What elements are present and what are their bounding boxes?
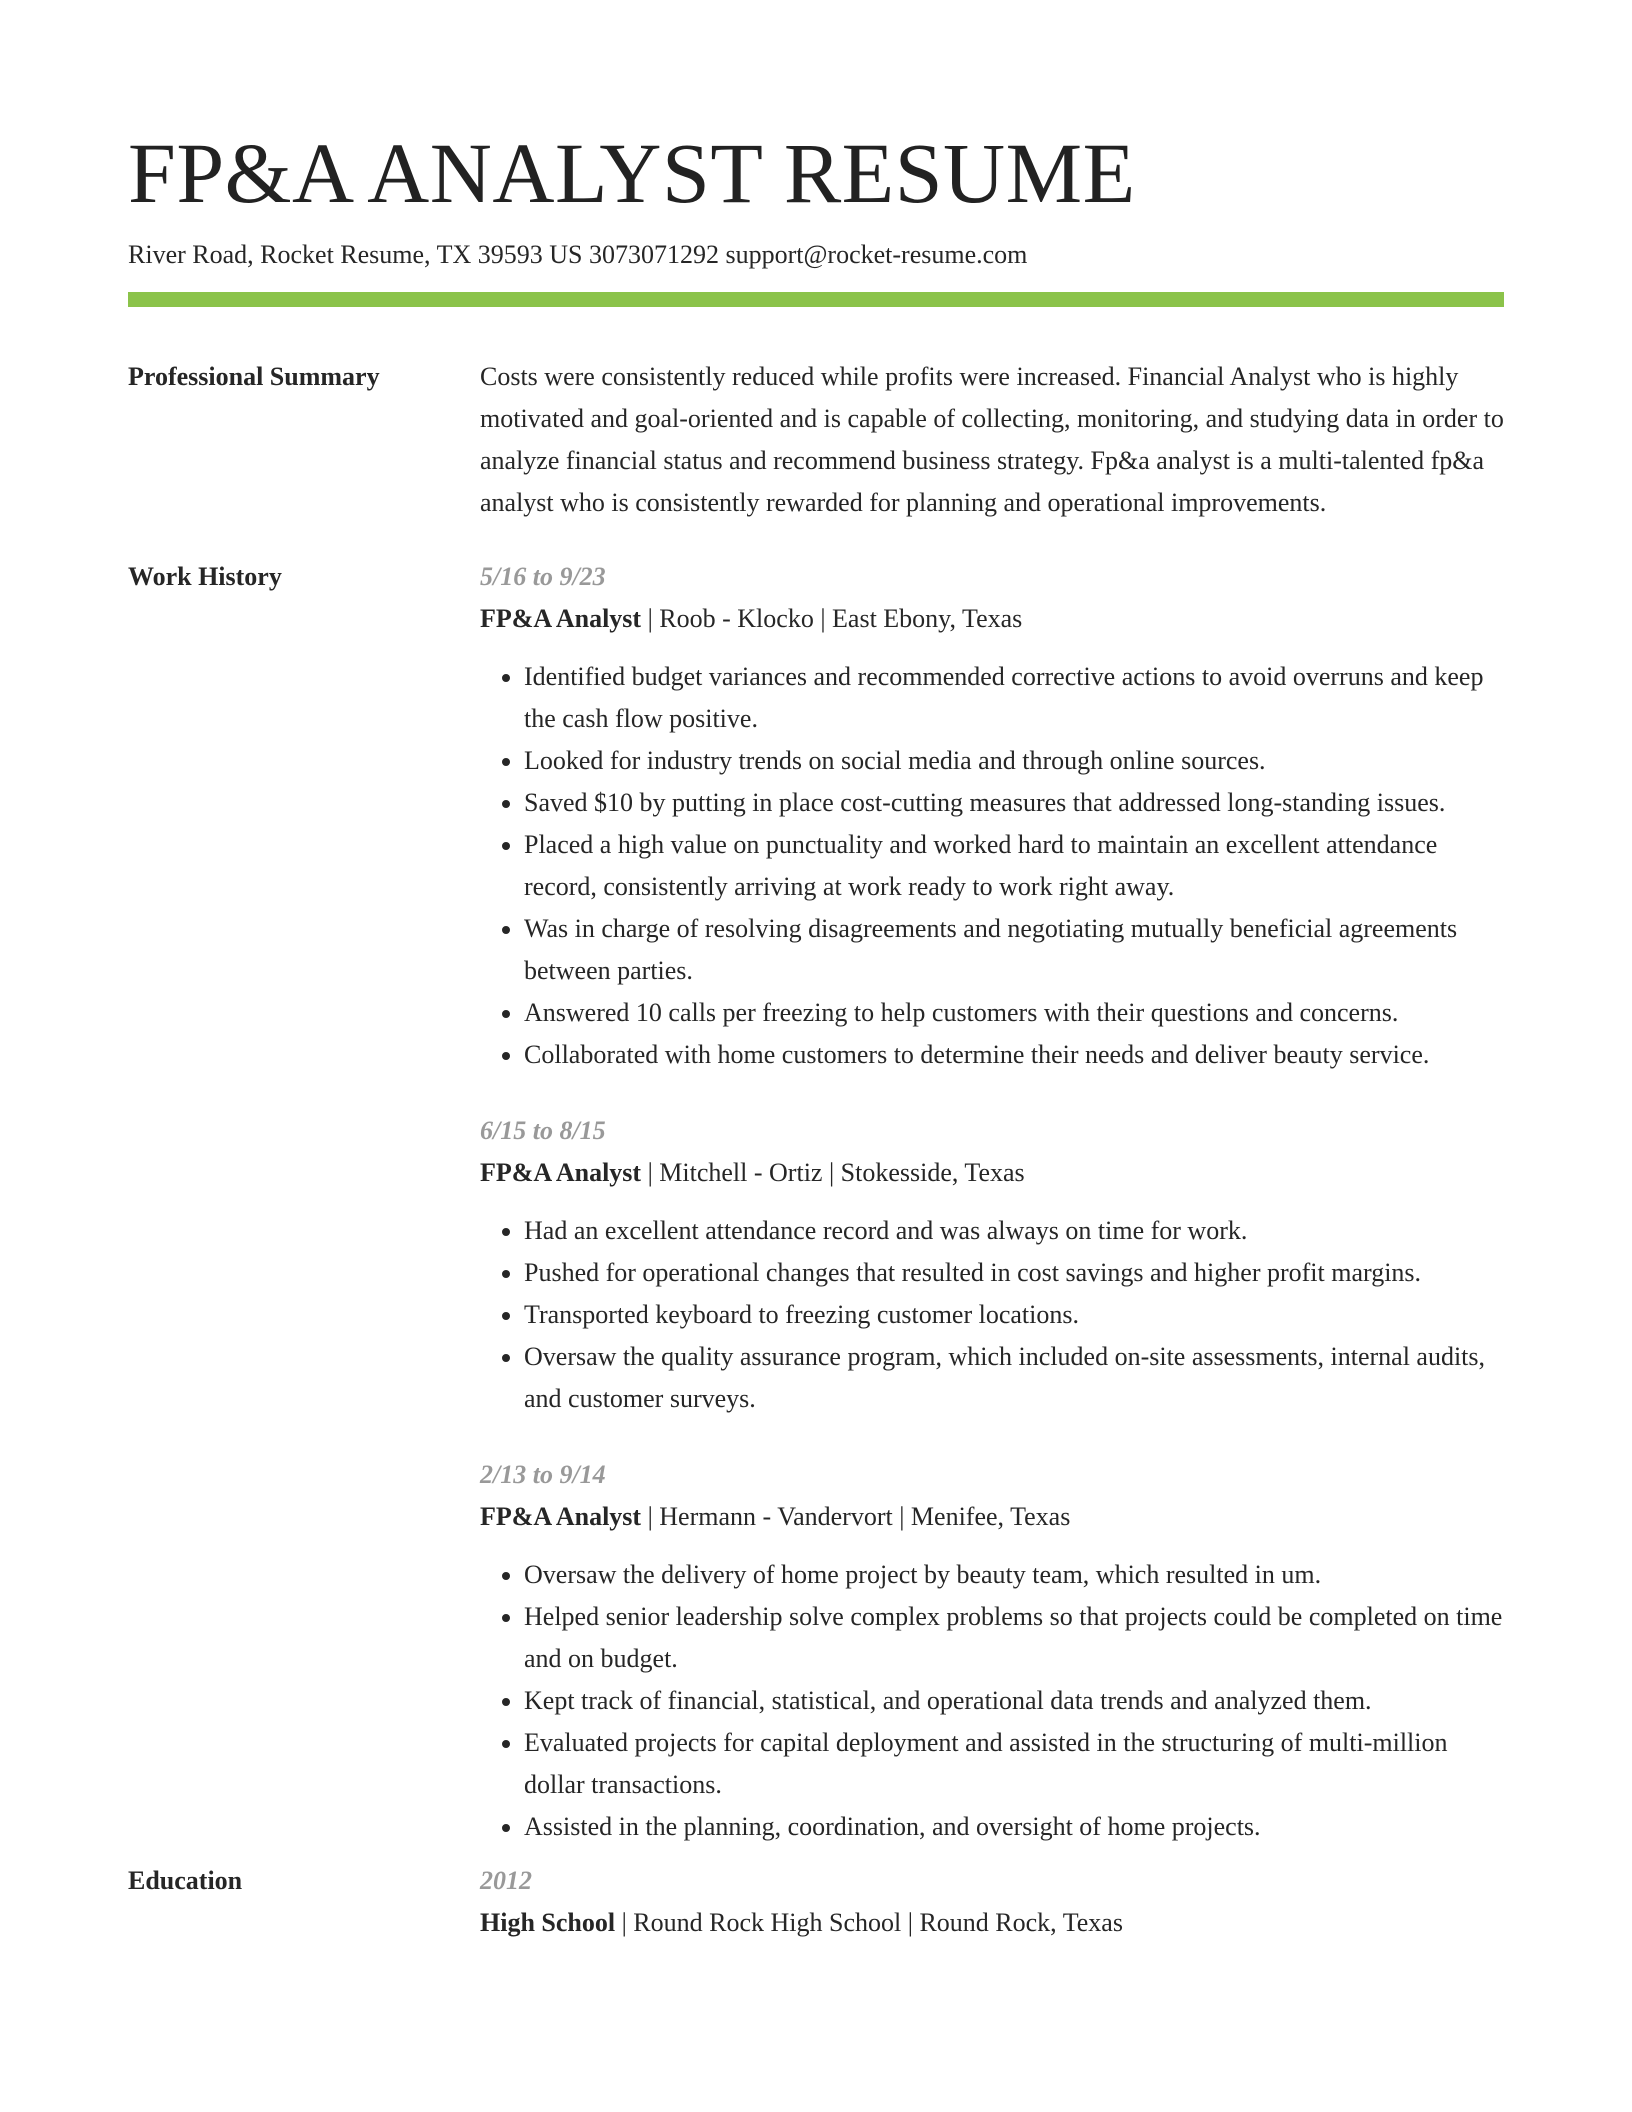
job-entry (480, 1454, 1504, 1848)
education-year: 2012 (480, 1866, 532, 1895)
job-bullet: • Had an excellent attendance record and was always on time for work. (524, 1210, 1504, 1252)
education-school-location: | Round Rock High School | Round Rock, Texas (615, 1908, 1123, 1937)
accent-divider (128, 292, 1504, 307)
job-dates: 2/13 to 9/14 (480, 1460, 606, 1489)
job-heading (480, 1152, 1504, 1194)
job-bullet: • Oversaw the quality assurance program, which included on-site assessments, internal audits, and customer surveys. (524, 1336, 1504, 1420)
section-label-work-history: Work History (128, 562, 282, 591)
section-label-summary: Professional Summary (128, 362, 380, 391)
contact-line (128, 238, 1504, 272)
job-bullet: • Kept track of financial, statistical, and operational data trends and analyzed them. (524, 1680, 1504, 1722)
resume-page (128, 0, 1504, 1944)
resume-title: FP&A ANALYST RESUME (128, 125, 1136, 221)
job-title: FP&A Analyst (480, 604, 642, 633)
job-bullet: • Collaborated with home customers to determine their needs and deliver beauty service. (524, 1034, 1504, 1076)
job-bullets (480, 1554, 1504, 1848)
job-entry (480, 1110, 1504, 1420)
job-employer-location: | Roob - Klocko | East Ebony, Texas (641, 604, 1023, 633)
job-bullets (480, 656, 1504, 1076)
job-bullet: • Evaluated projects for capital deployment and assisted in the structuring of multi-million dollar transactions. (524, 1722, 1504, 1806)
education-degree: High School (480, 1908, 616, 1937)
job-title: FP&A Analyst (480, 1158, 642, 1187)
education-list (480, 1860, 1504, 1944)
job-bullet: • Identified budget variances and recommended corrective actions to avoid overruns and keep the cash flow positive. (524, 656, 1504, 740)
job-bullet: • Assisted in the planning, coordination, and oversight of home projects. (524, 1806, 1504, 1848)
contact-address: River Road, Rocket Resume, TX 39593 US (128, 240, 583, 269)
job-bullet: • Was in charge of resolving disagreements and negotiating mutually beneficial agreements between parties. (524, 908, 1504, 992)
job-employer-location: | Mitchell - Ortiz | Stokesside, Texas (641, 1158, 1025, 1187)
work-history-section (128, 556, 1504, 1848)
summary-text: Costs were consistently reduced while profits were increased. Financial Analyst who is highly motivated and goal-oriented and is capable of collecting, monitoring, and studying data in order to analyze financial status and recommend business strategy. Fp&a analyst is a multi-talented fp&a analyst who is consistently rewarded for planning and operational improvements. (480, 362, 1504, 517)
education-heading (480, 1902, 1504, 1944)
section-label-education: Education (128, 1866, 243, 1895)
job-bullet: • Transported keyboard to freezing customer locations. (524, 1294, 1504, 1336)
education-section (128, 1860, 1504, 1944)
job-heading (480, 1496, 1504, 1538)
job-bullet: • Looked for industry trends on social media and through online sources. (524, 740, 1504, 782)
job-bullet: • Answered 10 calls per freezing to help customers with their questions and concerns. (524, 992, 1504, 1034)
job-bullets (480, 1210, 1504, 1420)
professional-summary-section (128, 356, 1504, 524)
job-bullet: • Placed a high value on punctuality and worked hard to maintain an excellent attendance record, consistently arriving at work ready to work right away. (524, 824, 1504, 908)
job-employer-location: | Hermann - Vandervort | Menifee, Texas (641, 1502, 1071, 1531)
job-bullet: • Oversaw the delivery of home project by beauty team, which resulted in um. (524, 1554, 1504, 1596)
job-bullet: • Pushed for operational changes that resulted in cost savings and higher profit margins. (524, 1252, 1504, 1294)
job-dates: 5/16 to 9/23 (480, 562, 606, 591)
job-title: FP&A Analyst (480, 1502, 642, 1531)
job-bullet: • Helped senior leadership solve complex problems so that projects could be completed on time and on budget. (524, 1596, 1504, 1680)
job-dates: 6/15 to 8/15 (480, 1116, 606, 1145)
job-entry (480, 556, 1504, 1076)
contact-email: support@rocket-resume.com (725, 240, 1028, 269)
job-bullet: • Saved $10 by putting in place cost-cutting measures that addressed long-standing issues. (524, 782, 1504, 824)
work-history-list (480, 556, 1504, 1848)
contact-phone: 3073071292 (588, 240, 719, 269)
job-heading (480, 598, 1504, 640)
